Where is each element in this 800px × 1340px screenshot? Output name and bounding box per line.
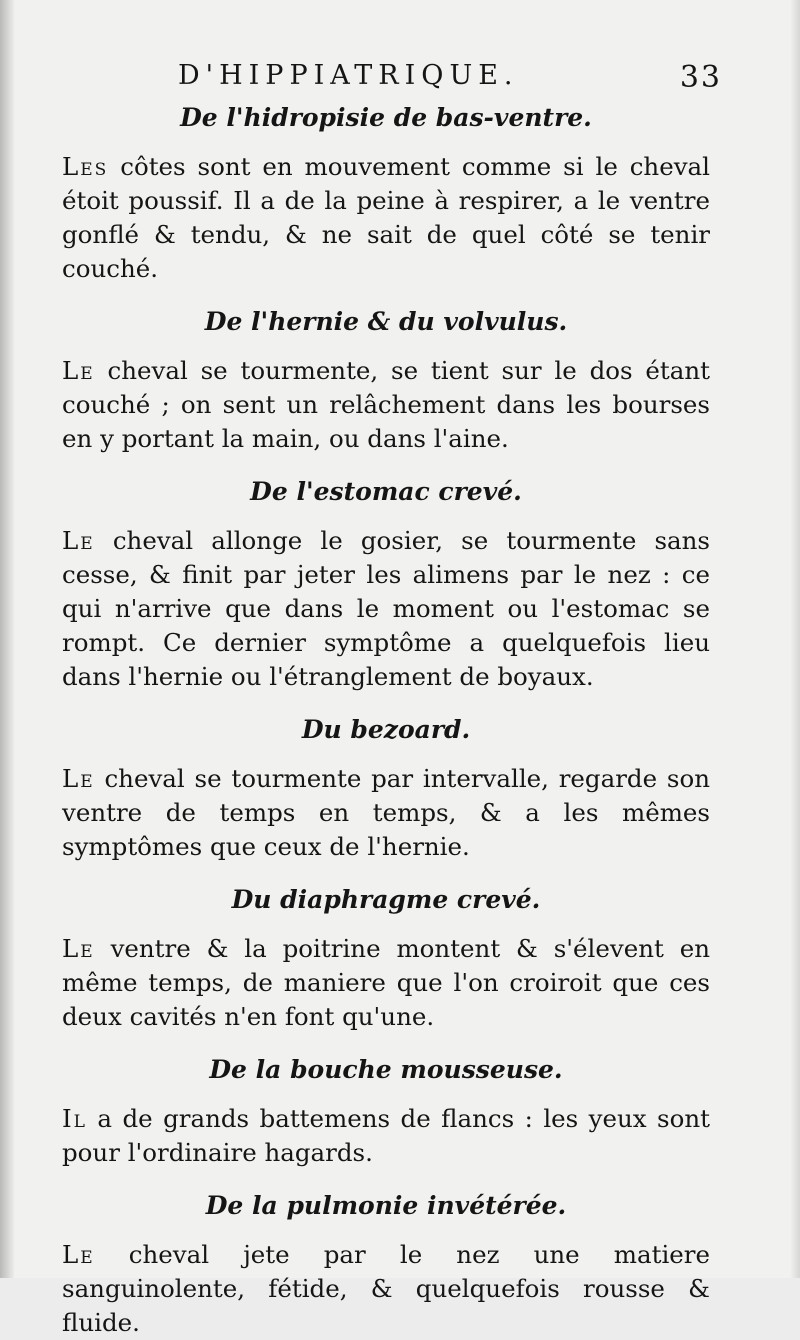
page-header	[62, 52, 722, 102]
section-diaphragme	[62, 884, 710, 1034]
section-bouche	[62, 1054, 710, 1170]
section-estomac	[62, 476, 710, 694]
page-content	[62, 52, 722, 1340]
paragraph-text: cheval se tourmente par intervalle, regarde son ventre de temps en temps, & a les mêmes symptômes que ceux de l'hernie.	[62, 764, 710, 861]
paragraph-text: ventre & la poitrine montent & s'élevent en même temps, de maniere que l'on croiroit que ces deux cavités n'en font qu'une.	[62, 934, 710, 1031]
first-word: Le	[62, 934, 95, 963]
first-word: Le	[62, 356, 95, 385]
first-word: Le	[62, 1240, 95, 1269]
first-word: Le	[62, 764, 95, 793]
section-heading: Du bezoard.	[301, 715, 471, 744]
section-heading: De l'hidropisie de bas-ventre.	[180, 103, 592, 132]
section-paragraph	[62, 354, 710, 456]
first-word: Les	[62, 152, 109, 181]
paragraph-text: cheval se tourmente, se tient sur le dos étant couché ; on sent un relâchement dans les bourses en y portant la main, ou dans l'aine.	[62, 356, 710, 453]
paragraph-text: côtes sont en mouvement comme si le cheval étoit poussif. Il a de la peine à respirer, a le ventre gonflé & tendu, & ne sait de quel côté se tenir couché.	[62, 152, 710, 283]
gutter-shadow	[0, 0, 14, 1278]
section-hernie	[62, 306, 710, 456]
section-heading: De la bouche mousseuse.	[209, 1055, 563, 1084]
section-hidropisie	[62, 102, 710, 286]
section-paragraph	[62, 524, 710, 694]
section-bezoard	[62, 714, 710, 864]
paragraph-text: cheval jete par le nez une matiere sanguinolente, fétide, & quelquefois rousse & fluide.	[62, 1240, 710, 1337]
section-heading: De l'hernie & du volvulus.	[204, 307, 568, 336]
section-paragraph	[62, 150, 710, 286]
paragraph-text: cheval allonge le gosier, se tourmente sans cesse, & finit par jeter les alimens par le nez : ce qui n'arrive que dans le moment ou l'estomac se rompt. Ce dernier symptôme a quelquefois lieu dans l'hernie ou l'étranglement de boyaux.	[62, 526, 710, 691]
section-paragraph	[62, 932, 710, 1034]
section-paragraph	[62, 1238, 710, 1340]
edge-shadow	[790, 0, 800, 1278]
section-heading: De l'estomac crevé.	[250, 477, 522, 506]
first-word: Il	[62, 1104, 87, 1133]
section-paragraph	[62, 1102, 710, 1170]
section-heading: Du diaphragme crevé.	[231, 885, 541, 914]
running-head: D'HIPPIATRIQUE.	[178, 60, 519, 91]
page-number: 33	[679, 60, 722, 95]
section-pulmonie	[62, 1190, 710, 1340]
section-paragraph	[62, 762, 710, 864]
section-heading: De la pulmonie invétérée.	[205, 1191, 567, 1220]
first-word: Le	[62, 526, 95, 555]
paragraph-text: a de grands battemens de flancs : les yeux sont pour l'ordinaire hagards.	[62, 1104, 710, 1167]
